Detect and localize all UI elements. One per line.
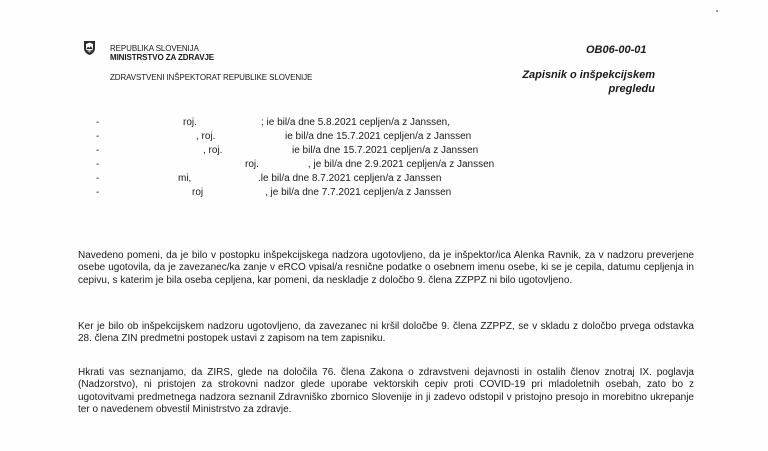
inspectorate-name: ZDRAVSTVENI INŠPEKTORAT REPUBLIKE SLOVENIJE — [110, 73, 313, 82]
list-item-text: , je bil/a dne 2.9.2021 cepljen/a z Janssen — [308, 159, 495, 170]
letterhead — [110, 44, 312, 82]
list-item-prefix: roj — [192, 187, 204, 198]
list-item-prefix: roj. — [183, 117, 197, 128]
list-item-text: ie bil/a dne 15.7.2021 cepljen/a z Janssen — [285, 131, 472, 142]
list-bullet: - — [96, 173, 100, 184]
document-code: OB06-00-01 — [586, 44, 647, 56]
list-item-prefix: mi, — [178, 173, 192, 184]
list-item-text: , je bil/a dne 7.7.2021 cepljen/a z Janssen — [265, 187, 452, 198]
list-item-text: ; ie bil/a dne 5.8.2021 cepljen/a z Janssen, — [261, 117, 451, 128]
list-item-text: ie bil/a dne 15.7.2021 cepljen/a z Janssen — [292, 145, 479, 156]
ministry-name: MINISTRSTVO ZA ZDRAVJE — [110, 53, 215, 62]
list-bullet: - — [96, 145, 100, 156]
scan-speck — [716, 10, 718, 12]
paragraph-referral: Hkrati vas seznanjamo, da ZIRS, glede na določila 76. člena Zakona o zdravstveni dejavnosti in ostalih členov znotraj IX. poglavja (Nadzorstvo), ni pristojen za strokovni nadzor glede uporabe vektorskih cepiv proti COVID-19 pri mladoletnih osebah, zato bo z ugotovitvami predmetnega nadzora seznanil Zdravniško zbornico Slovenije in ji zadevo odstopil v pristojno presojo in morebitno ukrepanje ter o navedenem obvestil Ministrstvo za zdravje. — [78, 367, 694, 415]
list-item-text: .le bil/a dne 8.7.2021 cepljen/a z Janssen — [258, 173, 442, 184]
list-item-prefix: roj. — [245, 159, 259, 170]
list-bullet: - — [96, 187, 100, 198]
coat-of-arms-icon — [83, 40, 96, 56]
list-item-prefix: , roj. — [203, 145, 223, 156]
republic-name: REPUBLIKA SLOVENIJA — [110, 44, 199, 53]
list-bullet: - — [96, 117, 100, 128]
list-item-prefix: , roj. — [196, 131, 216, 142]
list-bullet: - — [96, 131, 100, 142]
paragraph-findings: Navedeno pomeni, da je bilo v postopku inšpekcijskega nadzora ugotovljeno, da je inšpektor/ica Alenka Ravnik, za v nadzoru preverjene osebe ugotovila, da je zavezanec/ka zanje v eRCO vpisal/a resnične podatke o osebnem imenu osebe, ki se je cepila, datumu cepljenja in cepivu, s katerim je bila oseba cepljena, kar pomeni, da neskladje z določbo 9. člena ZZPPZ ni bilo ugotovljeno. — [78, 250, 694, 286]
document-title: Zapisnik o inšpekcijskem pregledu — [522, 69, 655, 95]
list-bullet: - — [96, 159, 100, 170]
paragraph-procedure-stop: Ker je bilo ob inšpekcijskem nadzoru ugotovljeno, da zavezanec ni kršil določbe 9. člena ZZPPZ, se v skladu z določbo prvega odstavka 28. člena ZIN predmetni postopek ustavi z zapisom na tem zapisniku. — [78, 321, 694, 345]
